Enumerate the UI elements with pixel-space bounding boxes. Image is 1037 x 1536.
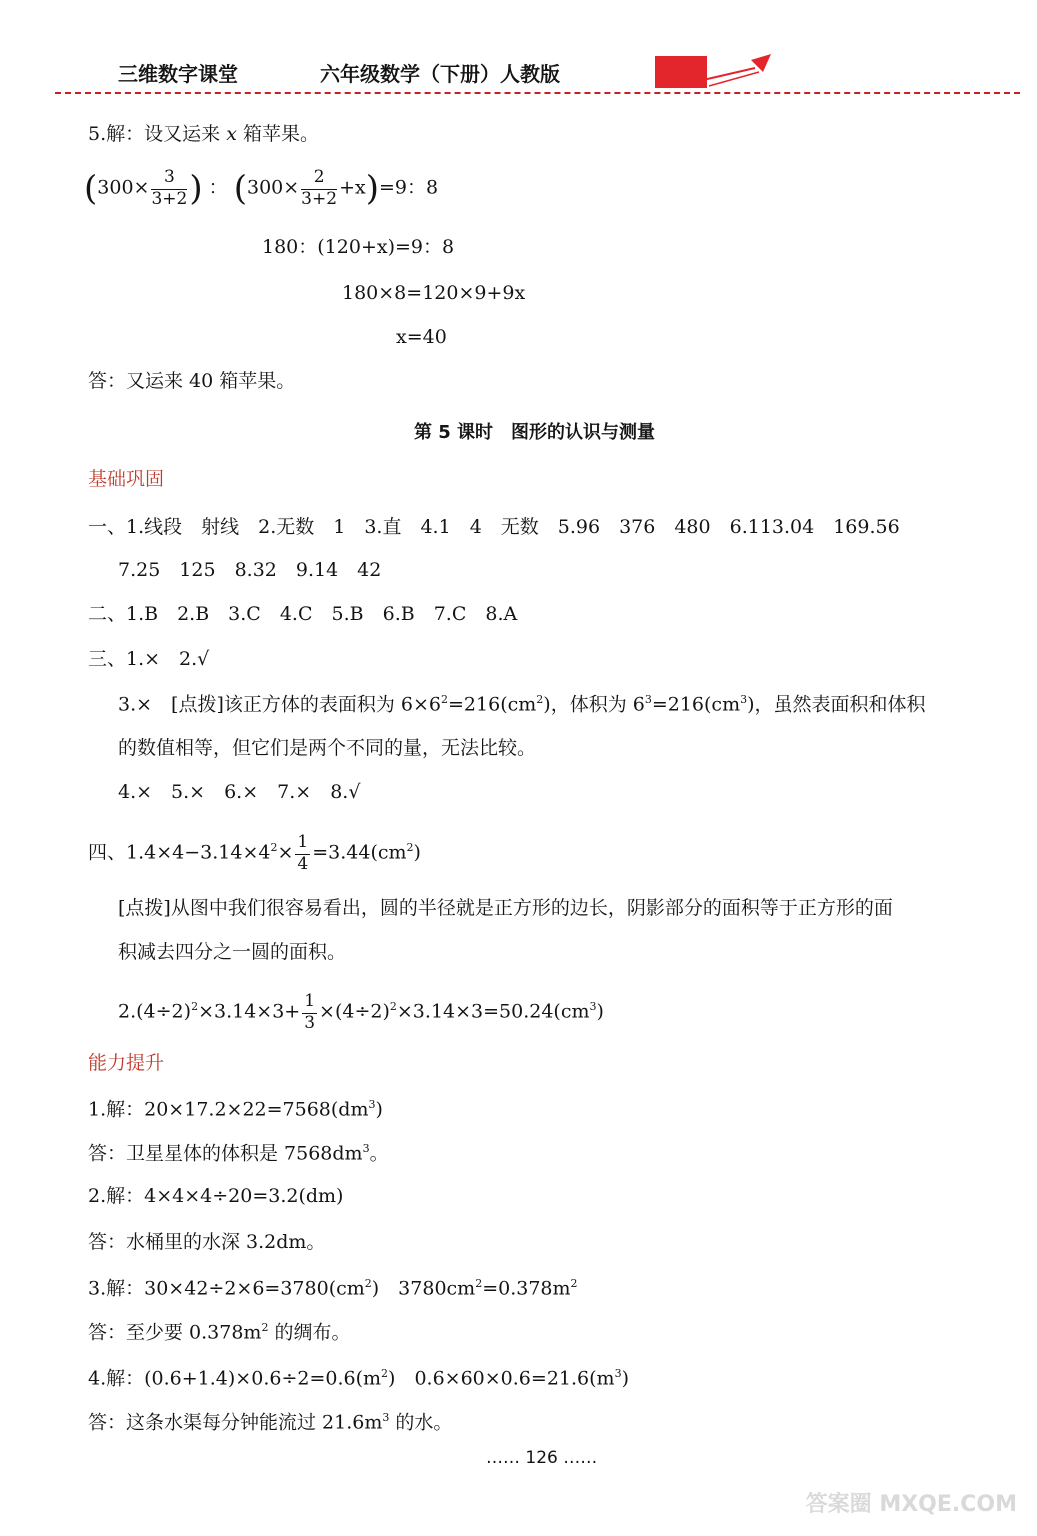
adv-a4: 答：这条水渠每分钟能流过 $21.6m^3$ 的水。 — [88, 1411, 453, 1434]
fraction-2-over-5: $\frac{2}{3+2}$ — [301, 167, 338, 209]
part3-line4: 4.× 5.× 6.× 7.× 8.√ — [118, 781, 361, 803]
part1-line1: 一、1.线段 射线 2.无数 1 3.直 4.1 4 无数 5.96 376 480 6.113.04 169.56 — [88, 516, 900, 538]
lesson-title: 第 5 课时 图形的认识与测量 — [414, 422, 656, 443]
adv-a3: 答：至少要 $0.378m^2$ 的绸布。 — [88, 1321, 351, 1344]
part2-answers: 二、1.B 2.B 3.C 4.C 5.B 6.B 7.C 8.A — [88, 603, 518, 625]
adv-a2: 答：水桶里的水深 3.2dm。 — [88, 1231, 326, 1253]
part4-hint-line1: [点拨]从图中我们很容易看出，圆的半径就是正方形的边长，阴影部分的面积等于正方形的面 — [118, 897, 893, 919]
section-heading-advanced: 能力提升 — [88, 1052, 165, 1074]
q5-equation-4: x=40 — [396, 326, 447, 348]
part4-hint-line2: 积减去四分之一圆的面积。 — [118, 941, 347, 963]
part3-line2: 3.× [点拨]该正方体的表面积为 $6\times 6^2=216(cm^2)$，体积为 $6^3=216(cm^3)$，虽然表面积和体积 — [118, 693, 926, 716]
q5-equation-2: 180：(120+x)=9：8 — [262, 236, 455, 258]
q5-equation-1: (300× $\frac{3}{3+2}$ ) ： (300× $\frac{2}{3+2}$ +x)=9：8 — [84, 167, 439, 209]
adv-q2: 2.解：4×4×4÷20=3.2(dm) — [88, 1185, 344, 1207]
q5-equation-3: 180×8=120×9+9x — [342, 282, 526, 304]
header-left-title: 三维数字课堂 — [118, 62, 238, 86]
q5-answer: 答：又运来 40 箱苹果。 — [88, 370, 296, 392]
fraction-1-over-4: $\frac{1}{4}$ — [297, 832, 309, 874]
adv-q4: 4.解：$(0.6+1.4)\times 0.6\div 2=0.6(m^2)$ $0.6\times 60\times 0.6=21.6(m^3)$ — [88, 1367, 629, 1390]
section-heading-basic: 基础巩固 — [88, 468, 165, 490]
q5-intro: 5.解：设又运来 x 箱苹果。 — [88, 123, 319, 145]
fraction-3-over-5: $\frac{3}{3+2}$ — [151, 167, 188, 209]
watermark: 答案圈 MXQE.COM — [805, 1492, 1017, 1517]
rocket-logo-icon — [655, 50, 775, 92]
part3-line1: 三、1.× 2.√ — [88, 648, 210, 670]
part4-line1: 四、$1.4\times 4-3.14\times 4^2\times$ $\frac{1}{4}$ $=3.44(cm^2)$ — [88, 832, 421, 874]
part1-line2: 7.25 125 8.32 9.14 42 — [118, 559, 382, 581]
header-divider — [55, 92, 1020, 94]
part3-line3: 的数值相等，但它们是两个不同的量，无法比较。 — [118, 737, 537, 759]
header-center-title: 六年级数学（下册）人教版 — [320, 62, 560, 86]
adv-q3: 3.解：$30\times 42\div 2\times 6=3780(cm^2)$ $3780cm^2=0.378m^2$ — [88, 1277, 578, 1300]
adv-q1: 1.解：$20\times 17.2\times 22=7568(dm^3)$ — [88, 1098, 383, 1121]
adv-a1: 答：卫星星体的体积是 $7568dm^3$。 — [88, 1142, 389, 1165]
page-number: …… 126 …… — [486, 1448, 598, 1468]
part4-line2: $2.(4\div 2)^2\times 3.14\times 3+$ $\frac{1}{3}$ $\times(4\div 2)^2\times 3.14\times 3=50.24(cm^3)$ — [118, 991, 604, 1033]
fraction-1-over-3: $\frac{1}{3}$ — [304, 991, 316, 1033]
